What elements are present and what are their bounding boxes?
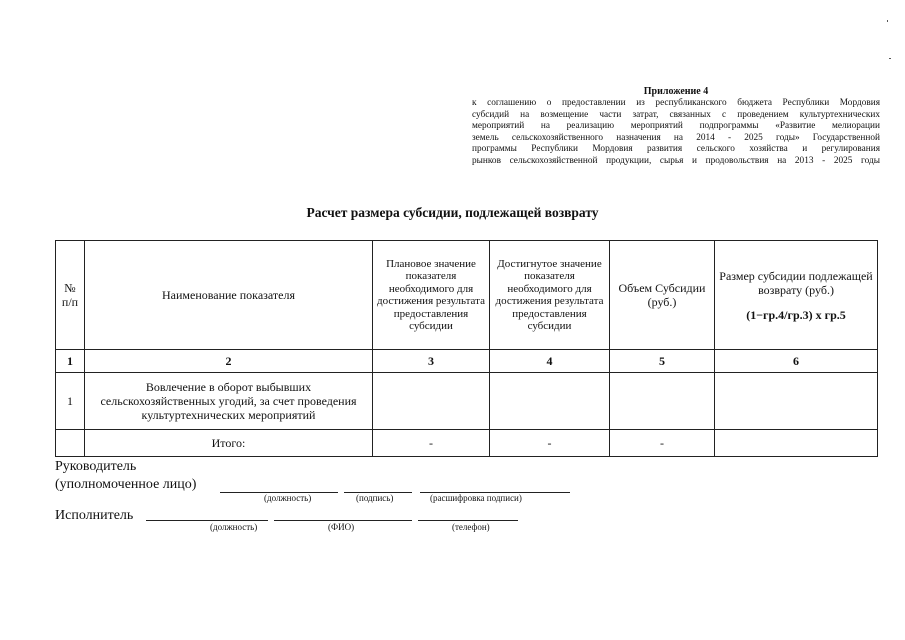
header-planned: Плановое значение показателя необходимого для достижения результата предоставления субсидии [373,241,490,350]
column-number: 1 [56,350,85,373]
total-num [56,430,85,457]
head-decoding-caption: (расшифровка подписи) [430,493,522,503]
row-name: Вовлечение в оборот выбывших сельскохозяйственных угодий, за счет проведения культуртехнических мероприятий [85,373,373,430]
appendix-line: мероприятий на реализацию мероприятий подпрограммы «Развитие мелиорации [472,121,880,132]
subsidy-calculation-table [55,240,878,457]
appendix-line: программы Республики Мордовия развития сельского хозяйства и регулирования [472,144,880,155]
total-refund [715,430,878,457]
row-refund [715,373,878,430]
document-title: Расчет размера субсидии, подлежащей возврату [306,205,599,220]
scan-speck-1 [887,20,888,22]
executor-phone-caption: (телефон) [452,522,490,532]
appendix-text [472,98,880,168]
total-volume: - [610,430,715,457]
head-sublabel: (уполномоченное лицо) [55,477,197,492]
executor-phone-line [418,520,518,521]
executor-position-line [146,520,268,521]
header-achieved: Достигнутое значение показателя необходимого для достижения результата предоставления субсидии [490,241,610,350]
header-name: Наименование показателя [85,241,373,350]
column-number: 4 [490,350,610,373]
total-label: Итого: [85,430,373,457]
head-signature-caption: (подпись) [356,493,394,503]
appendix-line: земель сельскохозяйственного назначения на 2014 - 2025 годы» Государственной [472,132,880,143]
column-number: 2 [85,350,373,373]
executor-name-caption: (ФИО) [328,522,355,532]
executor-label: Исполнитель [55,508,134,523]
scan-speck-2 [889,58,891,59]
total-row [56,430,878,457]
head-label: Руководитель [55,459,137,474]
total-planned: - [373,430,490,457]
header-refund-formula: (1−гр.4/гр.3) х гр.5 [746,307,846,322]
header-refund-label: Размер субсидии подлежащей возврату (руб.) [719,268,873,297]
total-achieved: - [490,430,610,457]
column-number: 5 [610,350,715,373]
appendix-line: субсидий на возмещение части затрат, связанных с проведением культуртехнических [472,109,880,120]
header-volume: Объем Субсидии (руб.) [610,241,715,350]
executor-name-line [274,520,412,521]
column-number-row [56,350,878,373]
row-num: 1 [56,373,85,430]
executor-position-caption: (должность) [210,522,258,532]
row-planned [373,373,490,430]
row-volume [610,373,715,430]
column-number: 6 [715,350,878,373]
appendix-line: к соглашению о предоставлении из республиканского бюджета Республики Мордовия [472,98,880,108]
appendix-title: Приложение 4 [643,86,709,97]
header-num: № п/п [56,241,85,350]
row-achieved [490,373,610,430]
column-number: 3 [373,350,490,373]
table-row [56,373,878,430]
header-refund [715,241,878,350]
appendix-block [472,86,880,168]
head-position-caption: (должность) [264,493,312,503]
table-header-row [56,241,878,350]
appendix-line: рынков сельскохозяйственной продукции, сырья и продовольствия на 2013 - 2025 годы [472,155,880,166]
